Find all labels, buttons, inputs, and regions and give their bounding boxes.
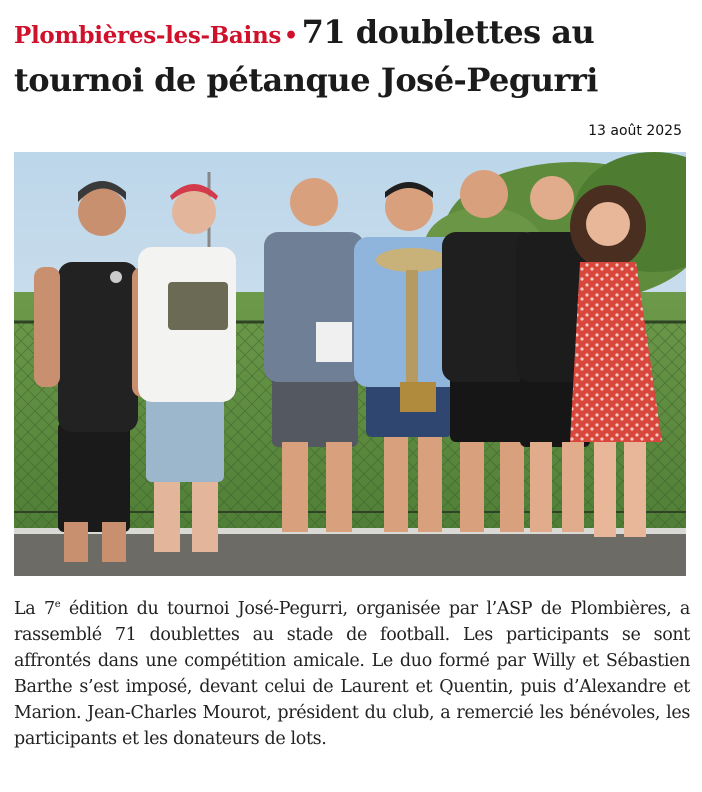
article-body bbox=[14, 596, 690, 752]
article-title: 71 doublettes au tournoi de pétanque José-Pegurri bbox=[14, 13, 598, 99]
body-rest: édition du tournoi José-Pegurri, organisée par l’ASP de Plombières, a rassemblé 71 doublettes au stade de football. Les participants se sont affrontés dans une compétition amicale. Le duo formé par Willy et Sébastien Barthe s’est imposé, devant celui de Laurent et Quentin, puis d’Alexandre et Marion. Jean-Charles Mourot, président du club, a remercié les bénévoles, les participants et les donateurs de lots. bbox=[14, 599, 690, 749]
location-kicker: Plombières-les-Bains bbox=[14, 22, 282, 49]
body-superscript: e bbox=[54, 599, 61, 611]
article-headline bbox=[14, 10, 694, 102]
bullet-dot: • bbox=[284, 23, 298, 49]
article-photo bbox=[14, 152, 686, 576]
body-prefix: La 7 bbox=[14, 599, 55, 619]
article-date: 13 août 2025 bbox=[588, 123, 682, 139]
photo-illustration bbox=[14, 152, 686, 576]
